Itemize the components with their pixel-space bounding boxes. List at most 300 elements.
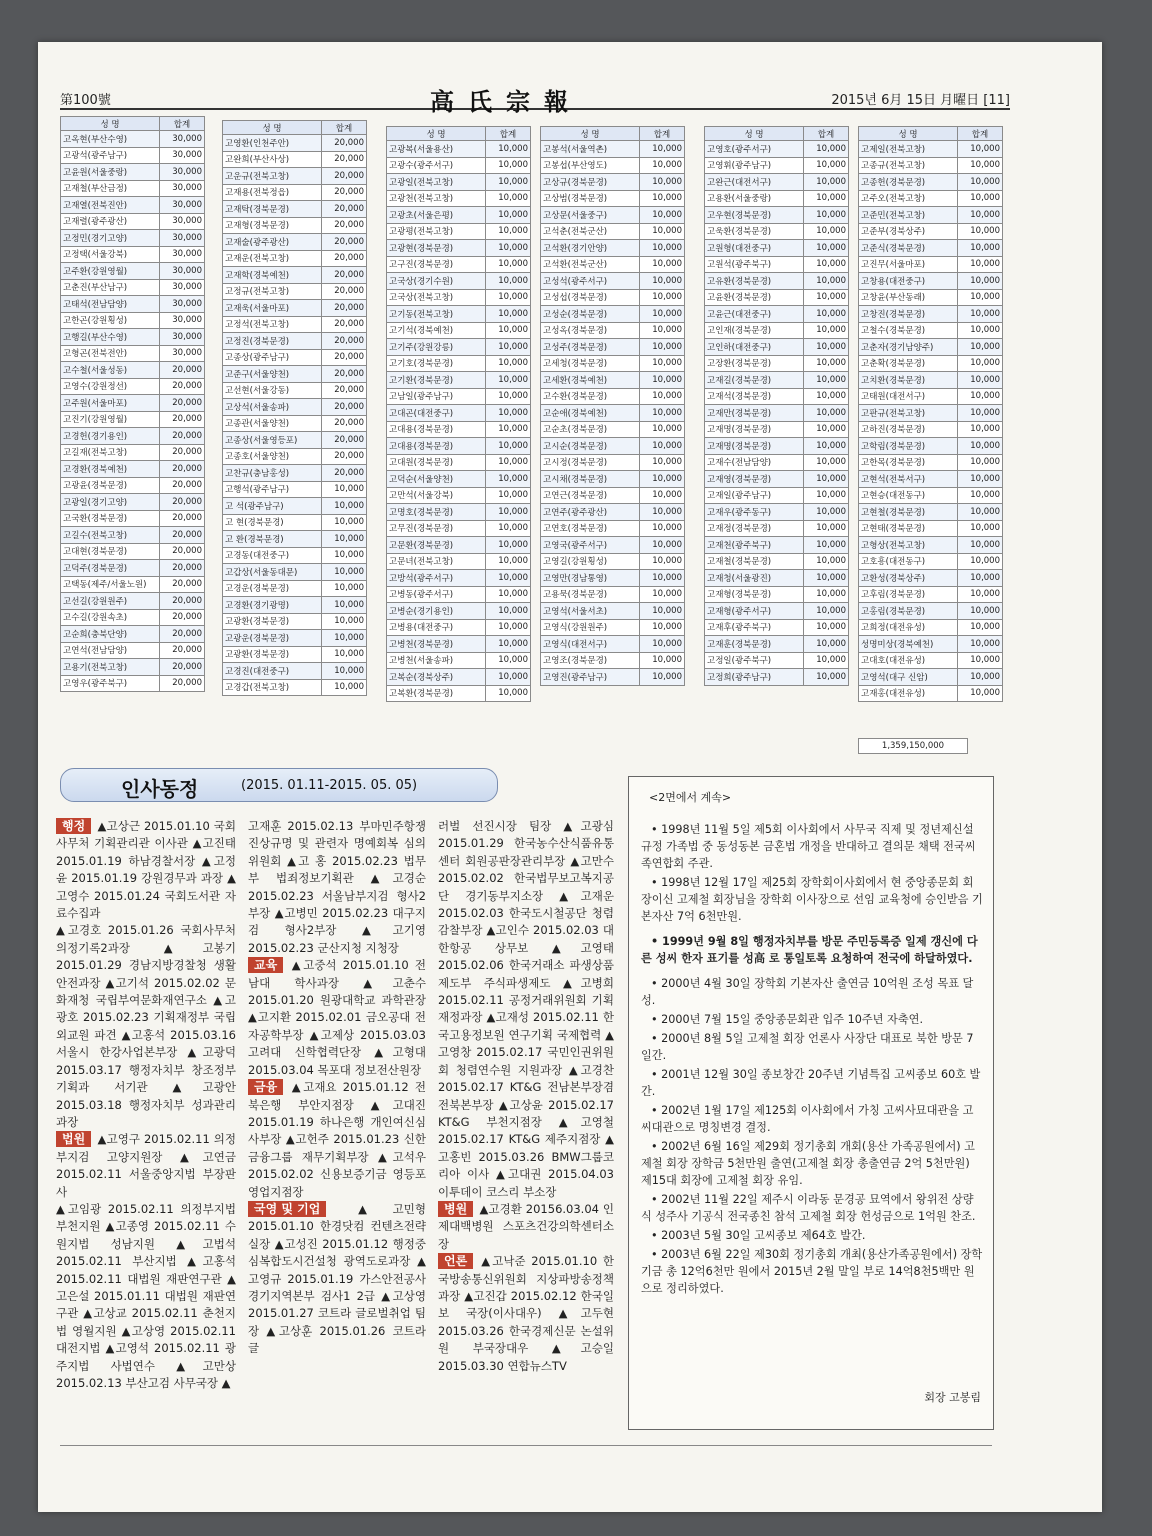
donation-amount: 10,000 [640, 487, 685, 504]
table-row [859, 355, 1003, 372]
donor-name: 고대원(경북문경) [387, 454, 486, 471]
donor-name: 고재수(전남담양) [705, 454, 804, 471]
table-row [61, 593, 205, 610]
history-body [641, 821, 983, 1299]
donor-name: 고석춘(전북군산) [541, 223, 640, 240]
donation-amount: 10,000 [804, 504, 849, 521]
table-row [541, 438, 685, 455]
donor-name: 고재천(광주북구) [705, 537, 804, 554]
category-tag: 교육 [248, 957, 283, 973]
donation-amount: 10,000 [804, 157, 849, 174]
donor-name: 고시채(경북문경) [541, 471, 640, 488]
donation-amount: 10,000 [958, 586, 1003, 603]
table-row [859, 174, 1003, 191]
table-row [387, 240, 531, 257]
donation-amount: 10,000 [640, 190, 685, 207]
table-row [541, 289, 685, 306]
table-row [705, 570, 849, 587]
donation-amount: 10,000 [804, 223, 849, 240]
history-item: • 2002년 1월 17일 제125회 이사회에서 가칭 고씨사묘대관을 고씨대관으로 명칭변경 결정. [641, 1104, 974, 1134]
donor-name: 고원석(광주북구) [705, 256, 804, 273]
table-row [859, 471, 1003, 488]
donor-name: 고성옥(경북문경) [541, 322, 640, 339]
donation-amount: 20,000 [322, 135, 367, 152]
table-row [859, 190, 1003, 207]
table-row [223, 448, 367, 465]
table-row [387, 190, 531, 207]
donor-name: 고영길(강원횡성) [541, 553, 640, 570]
table-header-name: 성 명 [61, 117, 160, 131]
table-row [61, 395, 205, 412]
donation-amount: 10,000 [486, 438, 531, 455]
donation-amount: 20,000 [160, 593, 205, 610]
table-row [859, 454, 1003, 471]
donation-amount: 20,000 [160, 642, 205, 659]
table-row [223, 300, 367, 317]
donation-amount: 20,000 [322, 184, 367, 201]
table-row [541, 636, 685, 653]
donation-amount: 10,000 [322, 646, 367, 663]
donor-name: 고진기(강원영월) [61, 411, 160, 428]
donor-name: 고경환(경기광명) [223, 597, 322, 614]
personnel-paragraph [438, 818, 614, 1201]
donation-amount: 10,000 [958, 504, 1003, 521]
table-row [541, 256, 685, 273]
table-header-name: 성 명 [705, 127, 804, 141]
table-row [859, 619, 1003, 636]
table-row [223, 250, 367, 267]
donation-amount: 10,000 [804, 372, 849, 389]
table-row [387, 141, 531, 158]
donor-name: 고정택(서울강북) [61, 246, 160, 263]
table-row [705, 190, 849, 207]
personnel-text: ▲고경호 2015.01.26 국회사무처 의정기록2과장 ▲고봉기 2015.01.29 경남지방경찰청 생활안전과장 ▲고기석 2015.02.02 문화재청 국립부여문화재연구소 ▲고광호 2015.02.23 기획재정부 국립외교원 파견 ▲고홍석 2015.03.16 서울시 한강사업본부장 ▲고광덕 2015.03.17 행정자치부 창조정부기획과 서기관 ▲고광안 2015.03.18 행정자치부 성과관리과장 [56, 923, 236, 1129]
personnel-paragraph [56, 818, 236, 922]
donation-amount: 10,000 [640, 223, 685, 240]
donation-amount: 10,000 [640, 322, 685, 339]
donor-name: 고국상(경기수원) [387, 273, 486, 290]
donor-name: 고국환(경북문경) [61, 510, 160, 527]
table-row [223, 267, 367, 284]
donation-table [222, 120, 367, 696]
donation-amount: 10,000 [804, 240, 849, 257]
donation-amount: 10,000 [640, 405, 685, 422]
donor-name: 고재정(경북문경) [705, 520, 804, 537]
donation-amount: 20,000 [160, 378, 205, 395]
table-header-amount: 합계 [804, 127, 849, 141]
table-row [705, 306, 849, 323]
table-row [541, 322, 685, 339]
donor-name: 고봉섭(부산영도) [541, 157, 640, 174]
personnel-paragraph [248, 957, 426, 1079]
donation-amount: 10,000 [486, 207, 531, 224]
table-header-amount: 합계 [322, 121, 367, 135]
table-row [223, 465, 367, 482]
table-row [61, 609, 205, 626]
table-row [223, 349, 367, 366]
donor-name: 고광천(전북고창) [387, 190, 486, 207]
table-row [705, 240, 849, 257]
donor-name: 고찬규(충남홍성) [223, 465, 322, 482]
donation-amount: 10,000 [322, 630, 367, 647]
table-row [61, 543, 205, 560]
donor-name: 고용기(전북고창) [61, 659, 160, 676]
donor-name: 고광환(경북문경) [223, 613, 322, 630]
donor-name: 고수길(강원속초) [61, 609, 160, 626]
table-row [705, 174, 849, 191]
donation-amount: 20,000 [322, 448, 367, 465]
table-row [387, 405, 531, 422]
donation-amount: 10,000 [958, 537, 1003, 554]
donor-name: 고경헌(경기용인) [61, 428, 160, 445]
table-row [387, 603, 531, 620]
donation-amount: 10,000 [486, 619, 531, 636]
donor-name: 고현석(전북서구) [859, 471, 958, 488]
personnel-paragraph [248, 818, 426, 957]
donation-amount: 30,000 [160, 279, 205, 296]
donor-name: 고대용(경북문경) [387, 421, 486, 438]
category-tag: 언론 [438, 1253, 473, 1269]
table-row [61, 675, 205, 692]
table-row [541, 141, 685, 158]
donor-name: 고연석(전남담양) [61, 642, 160, 659]
table-header-name: 성 명 [223, 121, 322, 135]
donation-amount: 10,000 [958, 454, 1003, 471]
donation-amount: 30,000 [160, 345, 205, 362]
donation-amount: 10,000 [322, 679, 367, 696]
donation-amount: 10,000 [486, 240, 531, 257]
table-row [705, 388, 849, 405]
table-row [61, 494, 205, 511]
table-row [387, 273, 531, 290]
donor-name: 고옥현(부산수영) [61, 131, 160, 148]
personnel-paragraph [248, 1079, 426, 1201]
table-row [223, 564, 367, 581]
donor-name: 고병천(경북문경) [387, 636, 486, 653]
donation-amount: 20,000 [160, 659, 205, 676]
personnel-text: ▲고경환 20156.03.04 인제대백병원 스포츠건강의학센터소장 [438, 1201, 614, 1251]
donation-amount: 10,000 [958, 207, 1003, 224]
history-item: • 2003년 6월 22일 제30회 정기총회 개최(용산가족공원에서) 장학기금 총 12억6천만 원에서 2015년 2월 말일 부로 14억8천5백만 원으로 정리하였다. [641, 1248, 983, 1295]
donation-amount: 20,000 [160, 675, 205, 692]
donor-name: 고만석(서울강북) [387, 487, 486, 504]
table-row [859, 339, 1003, 356]
donor-name: 고재술(광주광산) [223, 234, 322, 251]
donation-amount: 10,000 [486, 471, 531, 488]
donation-amount: 20,000 [160, 444, 205, 461]
donation-amount: 10,000 [958, 685, 1003, 702]
table-row [859, 289, 1003, 306]
donation-amount: 10,000 [958, 603, 1003, 620]
donor-name: 고재욱(서울마포) [223, 300, 322, 317]
table-row [387, 421, 531, 438]
donor-name: 고영호(광주서구) [705, 141, 804, 158]
donation-amount: 20,000 [322, 168, 367, 185]
donation-amount: 10,000 [804, 537, 849, 554]
donation-amount: 10,000 [640, 504, 685, 521]
donor-name: 고후림(경북문경) [859, 586, 958, 603]
donor-name: 고기환(경북문경) [387, 372, 486, 389]
donation-amount: 10,000 [322, 498, 367, 515]
table-row [387, 685, 531, 702]
table-row [859, 438, 1003, 455]
table-header-name: 성 명 [387, 127, 486, 141]
donation-amount: 30,000 [160, 329, 205, 346]
donor-name: 고준민(전북고창) [859, 207, 958, 224]
table-row [705, 339, 849, 356]
donation-amount: 10,000 [804, 636, 849, 653]
table-row [705, 355, 849, 372]
donor-name: 고행석(광주남구) [223, 481, 322, 498]
donor-name: 고윤환(경북문경) [705, 289, 804, 306]
donor-name: 고재명(경북문경) [705, 421, 804, 438]
table-row [223, 217, 367, 234]
donation-amount: 10,000 [640, 619, 685, 636]
table-row [705, 504, 849, 521]
donor-name: 고경갑(전북고창) [223, 679, 322, 696]
donation-amount: 10,000 [486, 289, 531, 306]
table-row [61, 329, 205, 346]
donor-name: 고기주(강원강릉) [387, 339, 486, 356]
table-row [61, 246, 205, 263]
donation-table [704, 126, 849, 686]
table-row [223, 679, 367, 696]
donation-amount: 10,000 [958, 372, 1003, 389]
table-row [859, 586, 1003, 603]
table-row [223, 613, 367, 630]
donor-name: 고명호(경북문경) [387, 504, 486, 521]
donation-amount: 10,000 [804, 273, 849, 290]
donation-amount: 10,000 [804, 322, 849, 339]
donation-amount: 10,000 [640, 388, 685, 405]
donation-amount: 20,000 [160, 609, 205, 626]
donation-amount: 10,000 [486, 685, 531, 702]
donor-name: 고영만(경남통영) [541, 570, 640, 587]
donation-amount: 10,000 [804, 207, 849, 224]
donor-name: 고한곤(강원횡성) [61, 312, 160, 329]
donation-amount: 10,000 [958, 141, 1003, 158]
table-row [705, 537, 849, 554]
table-row [223, 366, 367, 383]
table-row [387, 322, 531, 339]
donation-amount: 20,000 [160, 411, 205, 428]
donor-name: 고성순(경북문경) [541, 306, 640, 323]
table-row [223, 151, 367, 168]
donation-amount: 30,000 [160, 230, 205, 247]
donor-name: 고영조(경북문경) [541, 652, 640, 669]
personnel-column-1 [56, 818, 236, 1392]
donation-amount: 10,000 [322, 481, 367, 498]
history-item: • 2001년 12월 30일 종보창간 20주년 기념특집 고씨종보 60호 발간. [641, 1068, 981, 1098]
donation-amount: 10,000 [640, 339, 685, 356]
donation-amount: 10,000 [804, 421, 849, 438]
table-row [705, 223, 849, 240]
section-period: (2015. 01.11-2015. 05. 05) [241, 778, 418, 793]
donation-amount: 10,000 [486, 570, 531, 587]
donation-amount: 10,000 [958, 388, 1003, 405]
table-row [541, 537, 685, 554]
donation-amount: 10,000 [804, 520, 849, 537]
donor-name: 고재길(경북문경) [705, 372, 804, 389]
donor-name: 고용환(서울중랑) [705, 190, 804, 207]
donor-name: 고복순(경북상주) [387, 669, 486, 686]
donor-name: 고재탁(경북문경) [223, 201, 322, 218]
donation-amount: 10,000 [486, 322, 531, 339]
table-row [541, 619, 685, 636]
donor-name: 고기호(경북문경) [387, 355, 486, 372]
donor-name: 고정일(광주북구) [705, 652, 804, 669]
table-row [859, 141, 1003, 158]
donation-amount: 10,000 [958, 570, 1003, 587]
donation-amount: 20,000 [160, 576, 205, 593]
donation-amount: 20,000 [160, 477, 205, 494]
table-row [705, 207, 849, 224]
donor-name: 고재우(광주동구) [705, 504, 804, 521]
table-row [223, 630, 367, 647]
donor-name: 고재일(광주남구) [705, 487, 804, 504]
donation-amount: 10,000 [804, 388, 849, 405]
table-row [541, 669, 685, 686]
donation-amount: 10,000 [958, 405, 1003, 422]
donor-name: 고재철(부산금정) [61, 180, 160, 197]
donor-name: 고기동(전북고창) [387, 306, 486, 323]
donor-name: 고주환(강원영월) [61, 263, 160, 280]
table-row [541, 372, 685, 389]
donor-name: 고재홍(대전유성) [859, 685, 958, 702]
donation-amount: 10,000 [486, 421, 531, 438]
donation-amount: 10,000 [958, 438, 1003, 455]
personnel-paragraph [438, 1253, 614, 1375]
history-item: • 1999년 9월 8일 행정자치부를 방문 주민등록증 일제 갱신에 다른 성씨 한자 표기를 성高 로 통일토록 요청하여 전국에 하달하였다. [641, 935, 978, 965]
history-box [628, 776, 994, 1430]
donation-amount: 10,000 [486, 190, 531, 207]
donor-name: 고상석(서울송파) [223, 399, 322, 416]
table-row [61, 576, 205, 593]
table-row [61, 263, 205, 280]
donor-name: 고태석(전남담양) [61, 296, 160, 313]
table-row [859, 157, 1003, 174]
donor-name: 고연호(경북문경) [541, 520, 640, 537]
donor-name: 고광초(서울은평) [387, 207, 486, 224]
donor-name: 고세청(경북문경) [541, 355, 640, 372]
donation-amount: 10,000 [640, 586, 685, 603]
donor-name: 고문녀(전북고창) [387, 553, 486, 570]
donor-name: 고정석(전북고창) [223, 316, 322, 333]
donor-name: 고 환(경북문경) [223, 531, 322, 548]
table-row [387, 487, 531, 504]
table-row [541, 223, 685, 240]
donation-amount: 10,000 [958, 240, 1003, 257]
table-row [541, 520, 685, 537]
donor-name: 고종상(광주남구) [223, 349, 322, 366]
donation-amount: 10,000 [958, 157, 1003, 174]
donation-amount: 10,000 [486, 669, 531, 686]
donation-amount: 10,000 [322, 597, 367, 614]
donation-amount: 10,000 [486, 504, 531, 521]
table-row [541, 652, 685, 669]
table-row [61, 180, 205, 197]
table-row [541, 405, 685, 422]
donation-amount: 10,000 [958, 273, 1003, 290]
donation-amount: 10,000 [486, 223, 531, 240]
donation-amount: 20,000 [322, 432, 367, 449]
donation-amount: 10,000 [804, 190, 849, 207]
donation-amount: 30,000 [160, 213, 205, 230]
donation-amount: 10,000 [804, 652, 849, 669]
table-row [61, 411, 205, 428]
table-row [61, 279, 205, 296]
donor-name: 고광현(경북문경) [387, 240, 486, 257]
table-row [387, 223, 531, 240]
donor-name: 고용묵(경북문경) [541, 586, 640, 603]
donation-amount: 10,000 [322, 613, 367, 630]
donation-amount: 20,000 [160, 510, 205, 527]
table-row [541, 306, 685, 323]
donor-name: 고재운(전북고창) [223, 250, 322, 267]
table-row [61, 560, 205, 577]
table-row [705, 405, 849, 422]
donation-amount: 30,000 [160, 147, 205, 164]
donation-amount: 20,000 [322, 151, 367, 168]
donation-amount: 10,000 [486, 636, 531, 653]
donor-name: 고대현(경북문경) [61, 543, 160, 560]
donation-amount: 10,000 [640, 603, 685, 620]
table-row [223, 432, 367, 449]
table-row [859, 405, 1003, 422]
donation-amount: 10,000 [804, 405, 849, 422]
category-tag: 국영 및 기업 [248, 1201, 326, 1217]
donor-name: 고재철(경북문경) [705, 553, 804, 570]
table-row [541, 570, 685, 587]
donor-name: 고영석(서울서초) [541, 603, 640, 620]
donor-name: 고봉석(서울역촌) [541, 141, 640, 158]
table-row [859, 553, 1003, 570]
donor-name: 고대용(경북문경) [387, 438, 486, 455]
donation-amount: 10,000 [486, 487, 531, 504]
personnel-text: 고재훈 2015.02.13 부마민주항쟁진상규명 및 관련자 명예회복 심의위원회 ▲고 홍 2015.02.23 법무부 법죄정보기획관 ▲고경순 2015.02.23 서울남부지검 형사2부장 ▲고병민 2015.02.23 대구지검 형사2부장 ▲고기영 2015.02.23 군산지청 지청장 [248, 819, 426, 955]
personnel-text: ▲고상근 2015.01.10 국회사무처 기획관리관 이사관 ▲고진태 2015.01.19 하남경찰서장 ▲고정윤 2015.01.19 강원경무과 과장 ▲고영수 2015.01.24 국회도서관 자료수집과 [56, 819, 236, 921]
table-row [223, 597, 367, 614]
table-row [705, 454, 849, 471]
history-item: • 2000년 4월 30일 장학회 기본자산 출연금 10억원 조성 목표 달성. [641, 977, 974, 1007]
table-row [541, 355, 685, 372]
donor-name: 고욱환(경북문경) [705, 223, 804, 240]
donation-amount: 10,000 [804, 454, 849, 471]
table-row [705, 636, 849, 653]
table-row [223, 547, 367, 564]
donation-amount: 10,000 [486, 157, 531, 174]
donation-amount: 20,000 [160, 543, 205, 560]
donation-amount: 10,000 [640, 652, 685, 669]
donor-name: 고세환(경북예천) [541, 372, 640, 389]
donation-amount: 10,000 [804, 141, 849, 158]
table-row [541, 190, 685, 207]
donor-name: 고창진(경북문경) [859, 306, 958, 323]
issue-number: 第100號 [60, 93, 111, 108]
table-row [223, 531, 367, 548]
table-row [859, 603, 1003, 620]
donor-name: 고재훈(경북문경) [705, 636, 804, 653]
donation-amount: 10,000 [640, 355, 685, 372]
donation-amount: 10,000 [640, 421, 685, 438]
table-row [859, 421, 1003, 438]
donor-name: 고종관(서울양천) [223, 415, 322, 432]
donation-amount: 10,000 [804, 471, 849, 488]
table-row [61, 626, 205, 643]
table-row [705, 553, 849, 570]
table-row [541, 603, 685, 620]
table-row [61, 230, 205, 247]
